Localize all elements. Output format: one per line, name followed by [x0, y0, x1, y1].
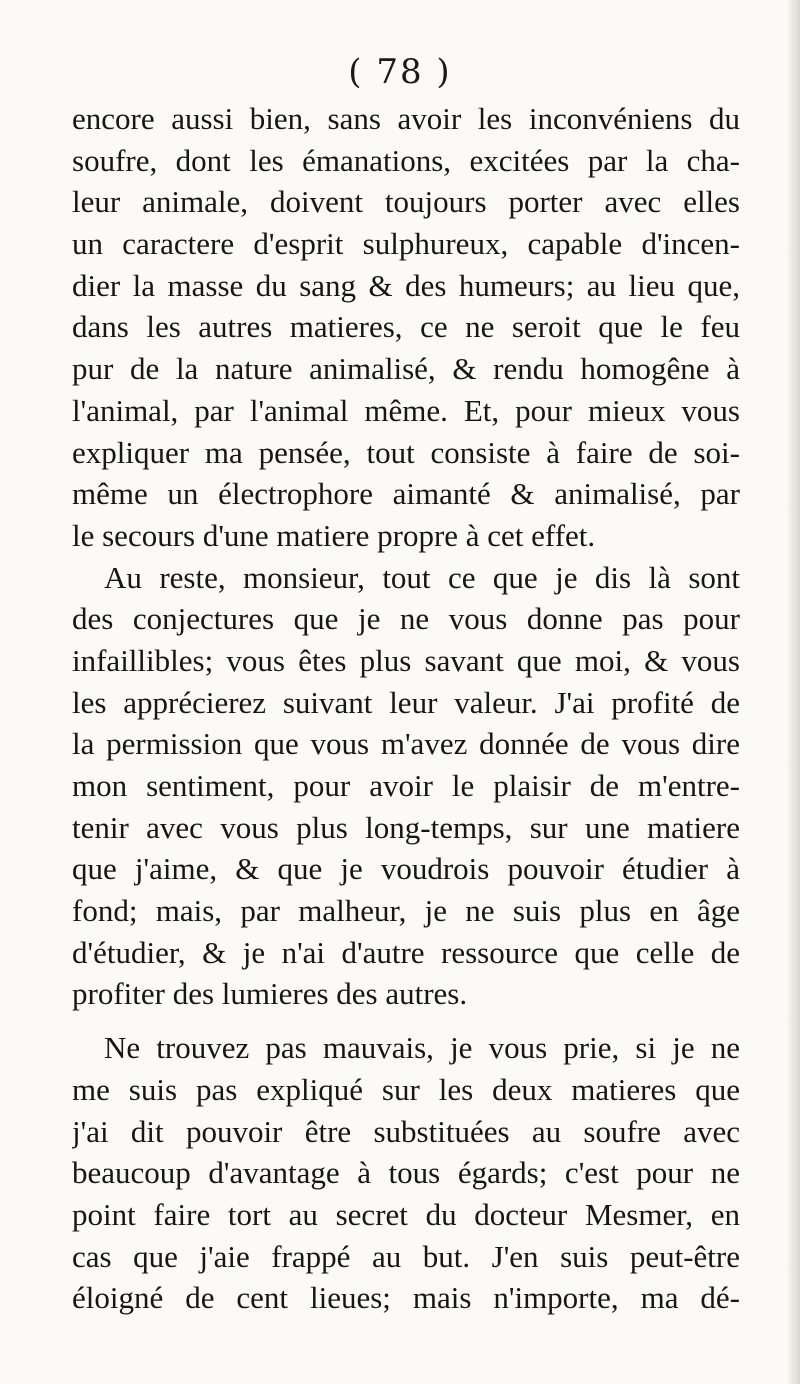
text-line: beaucoup d'avantage à tous égards; c'est pour ne [72, 1155, 740, 1191]
text-line: dans les autres matieres, ce ne seroit que le feu [72, 309, 740, 345]
text-line: cas que j'aie frappé au but. J'en suis peut-être [72, 1238, 740, 1274]
text-line: point faire tort au secret du docteur Mesmer, en [72, 1196, 740, 1232]
text-line: Au reste, monsieur, tout ce que je dis là sont [104, 559, 740, 595]
text-line: même un électrophore aimanté & animalisé, par [72, 476, 740, 512]
text-line: expliquer ma pensée, tout consiste à faire de soi- [72, 434, 740, 470]
text-line: pur de la nature animalisé, & rendu homogêne à [72, 351, 740, 387]
text-line: leur animale, doivent toujours porter avec elles [72, 184, 740, 220]
paragraph-3 [72, 1027, 740, 1319]
text-line: fond; mais, par malheur, je ne suis plus en âge [72, 893, 740, 929]
text-line: éloigné de cent lieues; mais n'importe, ma dé- [72, 1280, 740, 1316]
text-line: encore aussi bien, sans avoir les inconvéniens du [72, 101, 740, 136]
text-line: infaillibles; vous êtes plus savant que moi, & vous [72, 642, 740, 678]
text-line: la permission que vous m'avez donnée de vous dire [72, 726, 740, 762]
paragraph-1 [72, 98, 740, 557]
paragraph-2 [72, 557, 740, 1016]
page-number: ( 78 ) [348, 52, 452, 92]
text-line: les apprécierez suivant leur valeur. J'ai profité de [72, 684, 740, 720]
text-line: d'étudier, & je n'ai d'autre ressource que celle de [72, 934, 740, 970]
body-text [72, 98, 740, 1319]
text-line: j'ai dit pouvoir être substituées au soufre avec [72, 1113, 740, 1149]
text-line: mon sentiment, pour avoir le plaisir de m'entre- [72, 768, 740, 803]
text-line: dier la masse du sang & des humeurs; au lieu que, [72, 267, 740, 303]
paragraph-spacer [72, 1015, 740, 1027]
text-line: tenir avec vous plus long-temps, sur une matiere [72, 809, 740, 845]
page-edge-shadow [788, 0, 800, 1384]
text-line: soufre, dont les émanations, excitées par la cha- [72, 142, 740, 178]
text-line: que j'aime, & que je voudrois pouvoir étudier à [72, 851, 740, 887]
text-line: profiter des lumieres des autres. [72, 976, 468, 1012]
text-line: me suis pas expliqué sur les deux matieres que [72, 1071, 740, 1107]
text-line: le secours d'une matiere propre à cet effet. [72, 517, 596, 553]
text-line: l'animal, par l'animal même. Et, pour mieux vous [72, 392, 740, 428]
text-line: des conjectures que je ne vous donne pas pour [72, 601, 740, 637]
text-line: Ne trouvez pas mauvais, je vous prie, si je ne [104, 1030, 740, 1066]
text-line: un caractere d'esprit sulphureux, capable d'incen- [72, 226, 740, 262]
